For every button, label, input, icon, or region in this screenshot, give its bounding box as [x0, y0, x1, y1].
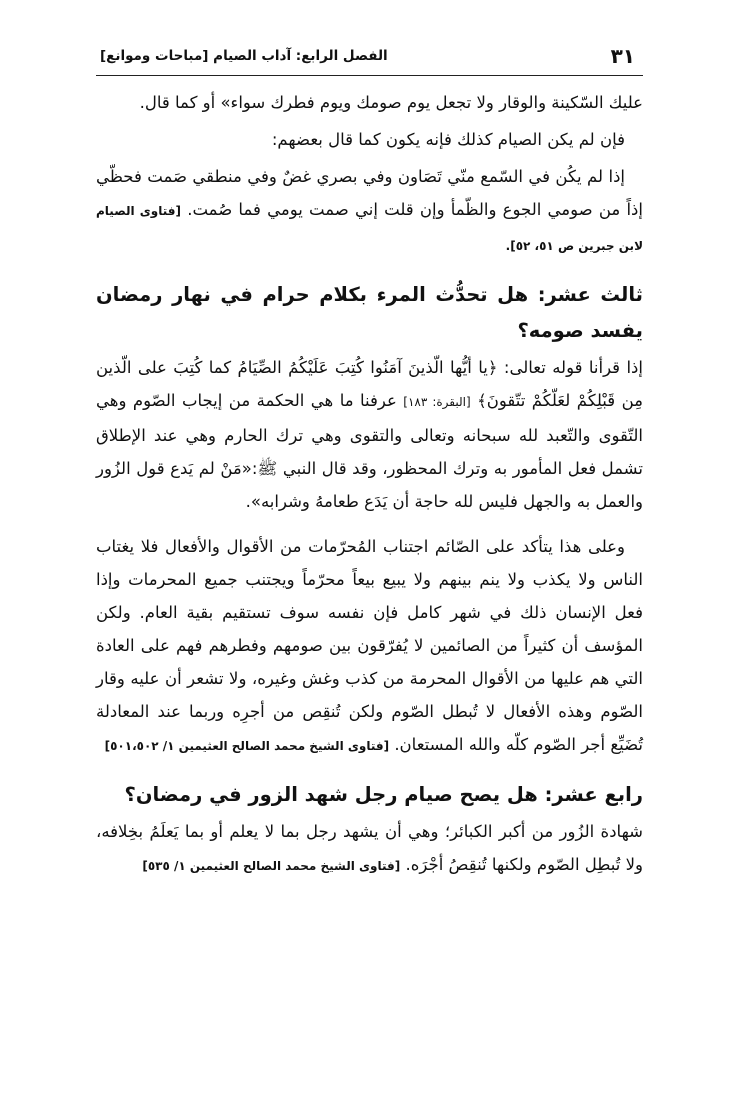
paragraph-continuation: عليك السّكينة والوقار ولا تجعل يوم صومك ويوم فطرك سواء» أو كما قال.: [139, 93, 643, 112]
answer-paragraph-13-continued: [96, 530, 643, 763]
verse-reference: [البقرة: ١٨٣]: [403, 395, 471, 409]
question-text: هل تحدُّث المرء بكلام حرام في نهار رمضان يفسد صومه؟: [96, 283, 643, 342]
question-number: ثالث عشر:: [537, 283, 643, 306]
running-title: الفصل الرابع: آداب الصيام [مباحات وموانع]: [100, 48, 388, 64]
paragraph-poem-intro: فإن لم يكن الصيام كذلك فإنه يكون كما قال بعضهم:: [271, 130, 625, 149]
quran-verse-text: إذا قرأنا قوله تعالى: ﴿يا أيُّها الّذينَ آمَنُوا كُتِبَ عَلَيْكُمُ الصِّيَامُ كما كُتِبَ على الّذين مِن قَبْلِكُمْ لعَلّكُمْ تتّقونَ﴾: [96, 358, 643, 410]
answer-text: عرفنا ما هي الحكمة من إيجاب الصّوم وهي التّقوى والتّعبد لله سبحانه وتعالى والتقوى وهي ترك الحارم وهي عند الإطلاق تشمل فعل المأمور به وترك المحظور، وقد قال النبي ﷺ:«مَنْ لم يَدع قول الزُور والعمل به والجهل فليس لله حاجة أن يَدَع طعامهُ وشرابه».: [96, 391, 643, 511]
page-number: ٣١: [610, 44, 635, 68]
answer-paragraph-14: [96, 815, 643, 883]
citation-uthaymeen: [فتاوى الشيخ محمد الصالح العثيمين ١/ ٥٠١،٥٠٢]: [104, 739, 390, 753]
citation-fatawa-siyam: [فتاوى الصيام لابن جبرين ص ٥١، ٥٢].: [96, 204, 643, 253]
question-text: هل يصح صيام رجل شهد الزور في رمضان؟: [124, 783, 538, 806]
paragraph-poem: [96, 160, 643, 263]
page-body: [96, 86, 643, 883]
page-header: [96, 42, 643, 76]
question-heading-14: [96, 777, 643, 813]
header-divider: [96, 75, 643, 76]
citation-uthaymeen: [فتاوى الشيخ محمد الصالح العثيمين ١/ ٥٣٥]: [142, 859, 401, 873]
poem-text: إذا لم يكُن في السّمع منّي تَصَاون وفي بصري غضٌ وفي منطقي صَمت فحظّي إذاً من صومي الجوع والظّمأ وإن قلت إني صمت يومي فما صُمت.: [96, 167, 643, 219]
answer-paragraph-13: [96, 351, 643, 518]
answer-text: وعلى هذا يتأكد على الصّائم اجتناب المُحرّمات من الأقوال والأفعال فلا يغتاب الناس ولا يكذب ولا ينم بينهم ولا يبيع بيعاً محرّماً ويجتنب جميع المحرمات وإذا فعل الإنسان ذلك في شهر كامل فإن نفسه سوف تستقيم بقية العام. ولكن المؤسف أن كثيراً من الصائمين لا يُفرّقون بين صومهم وفطرهم فهم على العادة التي هم عليها من الأقوال المحرمة من كذب وغش وغيره، ولا تشعر أن عليه وقار الصّوم وهذه الأفعال لا تُبطل الصّوم ولكن تُنقِص من أجرِه وربما عند المعادلة تُضَيِّع أجر الصّوم كلّه والله المستعان.: [96, 537, 643, 754]
question-heading-13: [96, 277, 643, 349]
answer-text: شهادة الزُور من أكبر الكبائر؛ وهي أن يشهد رجل بما لا يعلم أو بما يَعلَمُ بخِلافه، ولا تُبطِل الصّوم ولكنها تُنقِصُ أجْرَه.: [96, 822, 643, 874]
question-number: رابع عشر:: [544, 783, 643, 806]
